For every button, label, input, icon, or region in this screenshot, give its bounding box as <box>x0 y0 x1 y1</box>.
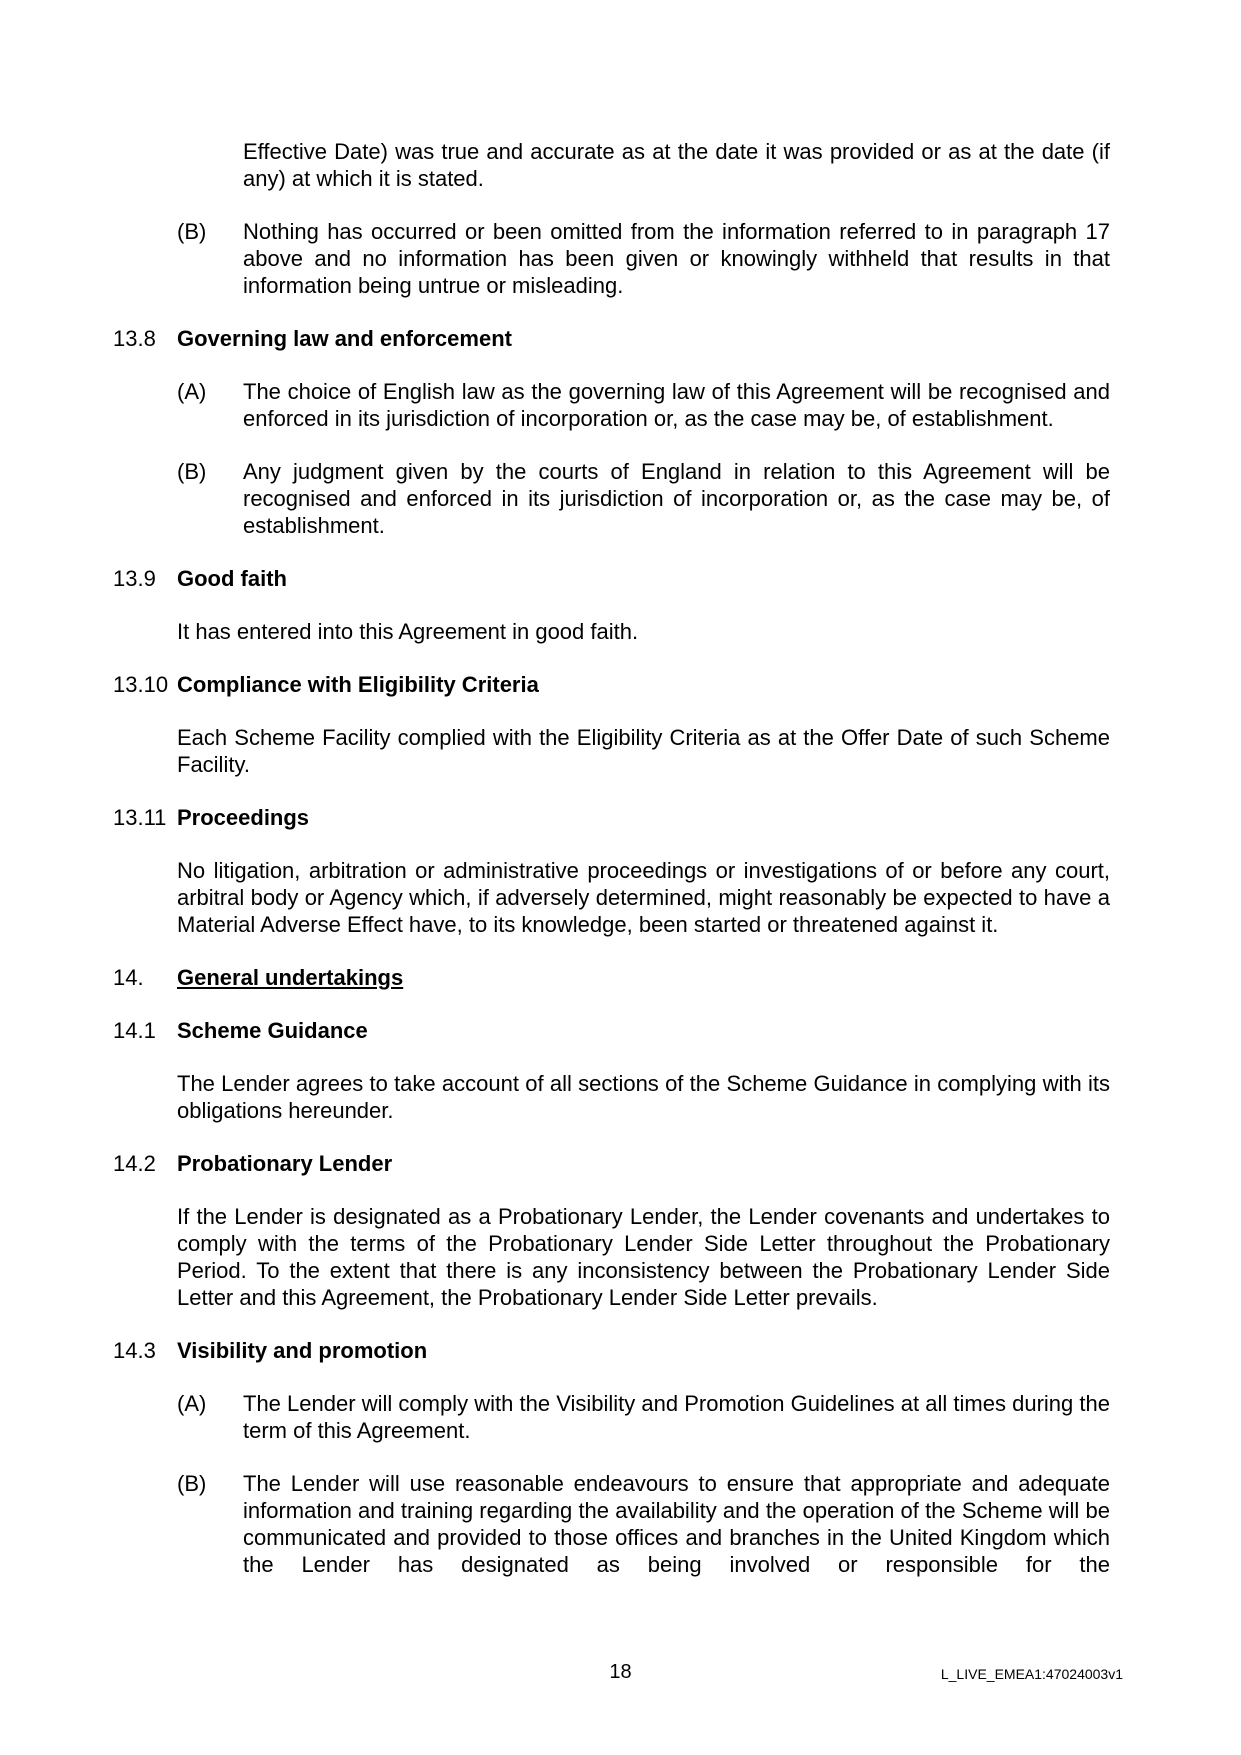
section-number: 13.9 <box>113 566 156 591</box>
clause-letter: (A) <box>177 1391 207 1416</box>
section-number: 14.3 <box>113 1338 156 1363</box>
section-heading-13-8 <box>113 325 1110 352</box>
clause-letter: (B) <box>177 459 207 484</box>
section-heading-14-3 <box>113 1337 1110 1364</box>
section-heading-14-1 <box>113 1017 1110 1044</box>
clause-text: Nothing has occurred or been omitted from the information referred to in paragraph 17 above and no information has been given or knowingly withheld that results in that information being untrue or misleading. <box>243 219 1110 298</box>
section-heading-13-11 <box>113 804 1110 831</box>
clause-letter: (A) <box>177 379 207 404</box>
body-paragraph: The Lender agrees to take account of all sections of the Scheme Guidance in complying with its obligations hereunder. <box>177 1071 1110 1123</box>
section-heading-13-9 <box>113 565 1110 592</box>
section-title: General undertakings <box>177 965 404 990</box>
section-heading-14 <box>113 964 1110 991</box>
section-title: Good faith <box>177 566 287 591</box>
section-number: 14. <box>113 965 144 990</box>
clause-text: The Lender will comply with the Visibility and Promotion Guidelines at all times during the term of this Agreement. <box>243 1391 1110 1443</box>
lettered-clause-b <box>177 458 1110 539</box>
section-title: Scheme Guidance <box>177 1018 368 1043</box>
document-reference-id: L_LIVE_EMEA1:47024003v1 <box>940 1666 1123 1682</box>
section-heading-14-2 <box>113 1150 1110 1177</box>
section-number: 13.10 <box>113 672 169 697</box>
continuation-paragraph: Effective Date) was true and accurate as at the date it was provided or as at the date (if any) at which it is stated. <box>243 139 1110 191</box>
lettered-clause-b <box>177 218 1110 299</box>
section-title: Probationary Lender <box>177 1151 393 1176</box>
lettered-clause-b <box>177 1470 1110 1578</box>
clause-text: The Lender will use reasonable endeavours to ensure that appropriate and adequate information and training regarding the availability and the operation of the Scheme will be communicated and provided to those offices and branches in the United Kingdom which the Lender has designated as being involved or responsible for the <box>243 1471 1110 1577</box>
lettered-clause-a <box>177 1390 1110 1444</box>
section-number: 14.2 <box>113 1151 156 1176</box>
section-number: 14.1 <box>113 1018 156 1043</box>
clause-letter: (B) <box>177 219 207 244</box>
document-content <box>113 138 1110 1604</box>
section-title: Proceedings <box>177 805 310 830</box>
section-heading-13-10 <box>113 671 1110 698</box>
body-paragraph: No litigation, arbitration or administrative proceedings or investigations of or before any court, arbitral body or Agency which, if adversely determined, might reasonably be expected to have a Material Adverse Effect have, to its knowledge, been started or threatened against it. <box>177 858 1110 937</box>
body-paragraph: It has entered into this Agreement in good faith. <box>177 619 639 644</box>
section-title: Governing law and enforcement <box>177 326 512 351</box>
section-number: 13.11 <box>113 805 167 830</box>
lettered-clause-a <box>177 378 1110 432</box>
clause-text: The choice of English law as the governing law of this Agreement will be recognised and enforced in its jurisdiction of incorporation or, as the case may be, of establishment. <box>243 379 1110 431</box>
section-title: Visibility and promotion <box>177 1338 428 1363</box>
section-title: Compliance with Eligibility Criteria <box>177 672 539 697</box>
body-paragraph: Each Scheme Facility complied with the Eligibility Criteria as at the Offer Date of such Scheme Facility. <box>177 725 1110 777</box>
page-number: 18 <box>609 1661 632 1683</box>
clause-text: Any judgment given by the courts of England in relation to this Agreement will be recognised and enforced in its jurisdiction of incorporation or, as the case may be, of establishment. <box>243 459 1110 538</box>
clause-letter: (B) <box>177 1471 207 1496</box>
section-number: 13.8 <box>113 326 156 351</box>
body-paragraph: If the Lender is designated as a Probationary Lender, the Lender covenants and undertakes to comply with the terms of the Probationary Lender Side Letter throughout the Probationary Period. To the extent that there is any inconsistency between the Probationary Lender Side Letter and this Agreement, the Probationary Lender Side Letter prevails. <box>177 1204 1110 1310</box>
